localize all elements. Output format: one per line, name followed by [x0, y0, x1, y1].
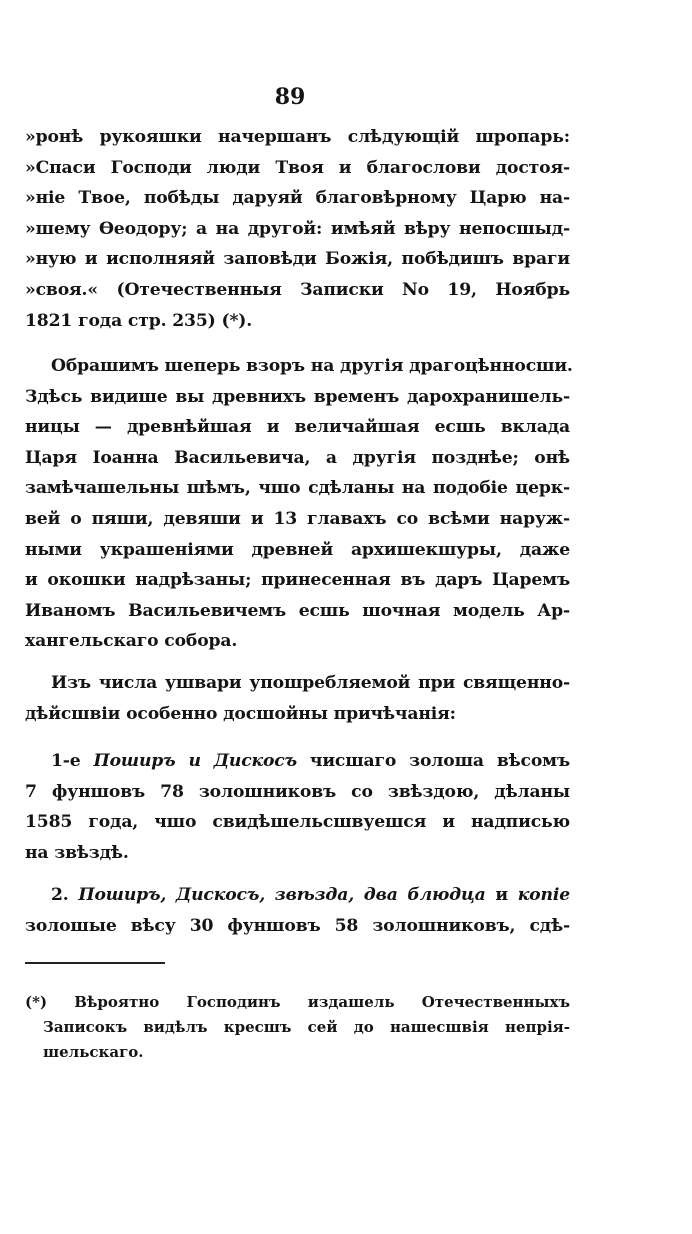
italic-term: копіе: [517, 885, 570, 905]
footnote-line: Записокъ видѣлъ кресшъ сей до нашесшвія непрія-: [43, 1018, 570, 1036]
text-line: 1821 года стр. 235) (*).: [25, 310, 253, 331]
text-line: вей о пяши, девяши и 13 главахъ со всѣми наруж-: [25, 508, 570, 529]
footnote-divider: [25, 962, 165, 964]
italic-term: Поширъ и Дискосъ: [93, 751, 297, 771]
text-line: Изъ числа ушвари упошребляемой при священно-: [51, 673, 570, 693]
text-fragment: чисшаго золоша вѣсомъ: [296, 751, 570, 771]
text-line: »ніе Твое, побѣды даруяй благовѣрному Царю на-: [25, 188, 570, 209]
text-line: »ную и исполняяй заповѣди Божія, побѣдишъ враги: [25, 249, 570, 270]
footnote-line: шельскаго.: [43, 1043, 144, 1061]
paragraph-prayer-inscription: [25, 122, 570, 336]
text-fragment: и: [485, 885, 518, 905]
text-line: »своя.« (Отечественныя Записки No 19, Ноябрь: [25, 279, 570, 300]
item-number: 2.: [51, 885, 79, 905]
text-line: и окошки надрѣзаны; принесенная въ даръ Царемъ: [25, 570, 570, 591]
paragraph-item-2: [25, 880, 570, 941]
text-line: золошые вѣсу 30 фуншовъ 58 золошниковъ, сдѣ-: [25, 915, 570, 936]
text-line: ными украшеніями древней архишекшуры, даже: [25, 539, 570, 560]
paragraph-vessels-intro: [25, 668, 570, 729]
text-line: »ронѣ рукояшки начершанъ слѣдующій шропарь:: [25, 127, 570, 147]
footnote-line: (*) Вѣроятно Господинъ издашель Отечественныхъ: [25, 993, 570, 1011]
text-line: »шему Ѳеодору; а на другой: имѣяй вѣру непосшыд-: [25, 218, 570, 239]
text-line: дѣйсшвіи особенно досшойны причѣчанія:: [25, 703, 456, 724]
text-line: на звѣздѣ.: [25, 842, 129, 863]
text-line: Обрашимъ шеперь взоръ на другія драгоцѣнносши.: [51, 356, 573, 376]
text-line: 1585 года, чшо свидѣшельсшвуешся и надписью: [25, 812, 570, 833]
page-number: 89: [274, 84, 306, 110]
paragraph-item-1: [25, 746, 570, 868]
paragraph-treasures: [25, 351, 573, 657]
text-line: Здѣсь видише вы древнихъ временъ дарохранишель-: [25, 386, 570, 407]
text-line: Иваномъ Васильевичемъ есшь шочная модель Ар-: [25, 600, 570, 621]
item-number: 1-е: [51, 751, 94, 771]
text-line: »Спаси Господи люди Твоя и благослови достоя-: [25, 157, 570, 178]
text-line: замѣчашельны шѣмъ, чшо сдѣланы на подобіе церк-: [25, 478, 570, 499]
text-line: 7 фуншовъ 78 золошниковъ со звѣздою, дѣланы: [25, 781, 570, 802]
text-line: [25, 746, 570, 777]
footnote: [25, 990, 570, 1065]
italic-term: Поширъ, Дискосъ, звѣзда, два блюдца: [78, 885, 486, 905]
text-line: Царя Іоанна Васильевича, а другія позднѣе; онѣ: [25, 447, 570, 468]
text-line: [25, 880, 570, 911]
text-line: ницы — древнѣйшая и величайшая есшь вклада: [25, 417, 570, 438]
text-line: хангельскаго собора.: [25, 631, 238, 652]
